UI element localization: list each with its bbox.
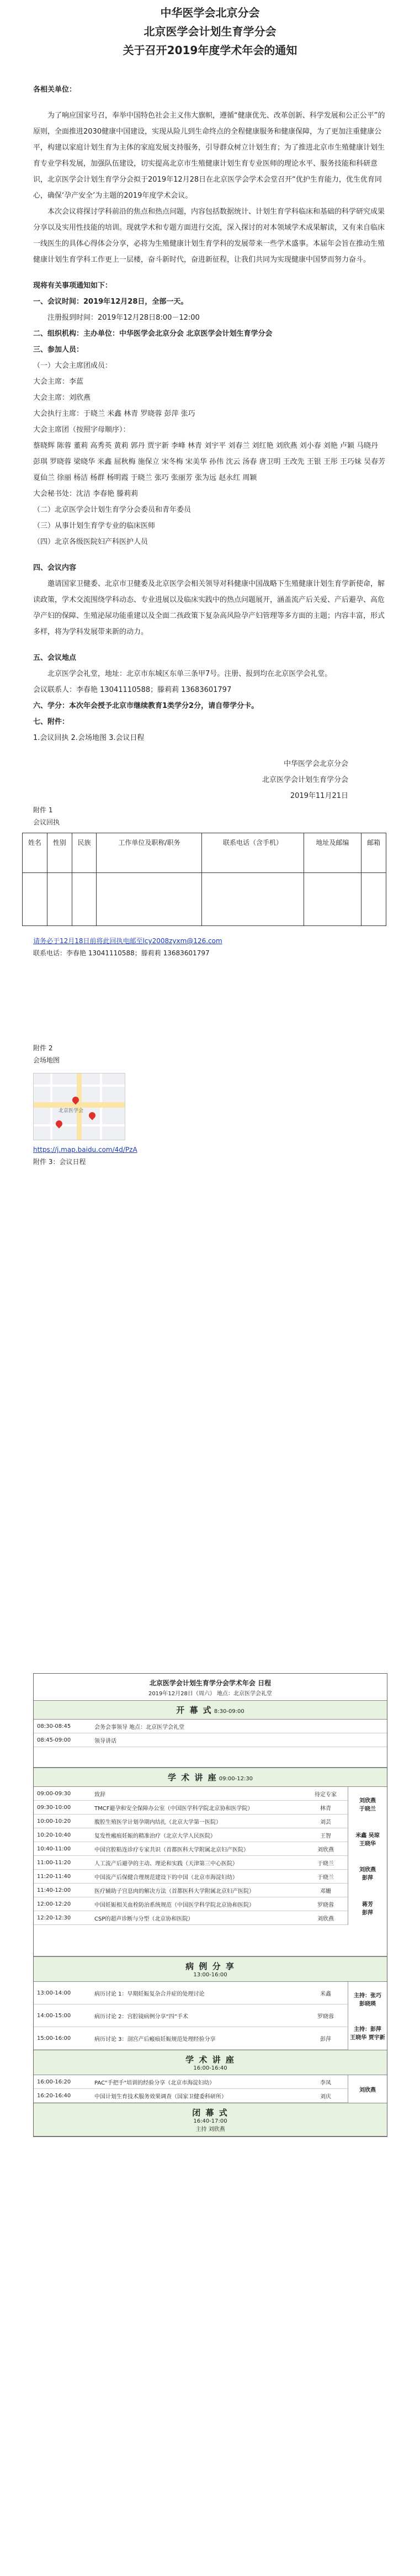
row-time: 11:00-11:20 xyxy=(37,1859,71,1866)
band-lecture-1-time: 09:00-12:30 xyxy=(219,1776,253,1782)
band-cases xyxy=(34,1956,387,1982)
band-closing xyxy=(34,2103,387,2136)
cell-blank xyxy=(361,873,386,926)
schedule-row xyxy=(34,1828,348,1842)
venue-text: 北京医学会礼堂，地址：北京市东城区东单三条甲7号。注册、报到均在北京医学会礼堂。 xyxy=(47,670,332,678)
schedule-row xyxy=(34,2089,348,2103)
row-speaker: 于晓兰 xyxy=(317,1860,334,1867)
moderator-column xyxy=(348,2075,387,2103)
attachment-2 xyxy=(0,1042,420,1066)
sign-org1: 中华医学会北京分会 xyxy=(283,760,348,768)
cell-blank xyxy=(72,873,97,926)
schedule-row xyxy=(34,2004,348,2027)
row-topic: 中国妊娠相关血栓防治系统规范（中国医学科学院北京协和医院） xyxy=(94,1902,254,1908)
band-cases-title: 病 例 分 享 xyxy=(185,1961,235,1971)
row-topic: 中国宫腔粘连诊疗专家共识（首都医科大学附属北京妇产医院） xyxy=(94,1847,249,1853)
moderator-column xyxy=(348,1787,387,1925)
row-topic: 领导讲话 xyxy=(94,1738,116,1744)
row-topic: 会务会事领导 地点：北京医学会礼堂 xyxy=(94,1724,185,1731)
row-time: 08:30-08:45 xyxy=(37,1723,71,1729)
row-time: 10:00-10:20 xyxy=(37,1818,71,1824)
moderator: 蒋芳 彭萍 xyxy=(362,1901,373,1916)
row-speaker: 刘庆 xyxy=(320,2093,331,2100)
attachment-2-label: 附件 2 xyxy=(33,1044,53,1052)
map-label: 北京医学会 xyxy=(59,1108,84,1114)
venue-map[interactable] xyxy=(33,1073,125,1140)
section-organizer: 二、组织机构：主办单位：中华医学会北京分会 北京医学会计划生育学分会 xyxy=(33,330,273,338)
row-time: 16:20-16:40 xyxy=(37,2092,71,2099)
row-topic: 中国流产后保健合理规范建设下的中国（北京市海淀妇幼） xyxy=(94,1874,238,1881)
row-topic: 中国计划生育技术服务效果调查（国家卫健委科研所） xyxy=(94,2093,227,2100)
section-content: 四、会议内容 xyxy=(33,564,77,572)
venue-contacts: 会议联系人：李春艳 13041110588；滕莉莉 13683601797 xyxy=(33,686,232,694)
schedule-row xyxy=(34,1870,348,1884)
attachments-list: 1.会议回执 2.会场地图 3.会议日程 xyxy=(33,734,145,742)
row-time: 12:20-12:30 xyxy=(37,1914,71,1921)
row-time: 10:40-11:00 xyxy=(37,1845,71,1852)
schedule-title: 北京医学会计划生育学分会学术年会 日程 xyxy=(149,1679,272,1687)
row-time: 15:00-16:00 xyxy=(37,2035,71,2041)
band-opening-time: 8:30-09:00 xyxy=(214,1708,244,1715)
row-topic: TMCF避孕和安全保障办公室（中国医学科学院北京协和医学院） xyxy=(94,1805,253,1812)
receipt-contacts: 联系电话：李春艳 13041110588；滕莉莉 13683601797 xyxy=(33,949,210,957)
row-speaker: 刘欣燕 xyxy=(317,1916,334,1922)
sign-org2: 北京医学会计划生育学分会 xyxy=(262,776,348,784)
registration-time: 注册报到时间：2019年12月28日8:00－12:00 xyxy=(47,314,200,322)
cell-blank xyxy=(202,873,304,926)
row-speaker: 刘芸 xyxy=(320,1819,331,1826)
section-attachments: 七、附件： xyxy=(33,718,70,726)
receipt-table xyxy=(22,833,386,926)
presidium-members: 蔡晓辉 陈蓉 董莉 高秀英 黄莉 郭丹 贾宇新 李峰 林青 刘宇平 刘春兰 刘红艳 刘欣燕 刘小春 刘艳 卢颖 马晓丹 彭琪 罗晓蓉 梁晓华 米鑫 屈秋梅 施保立 宋冬梅 宋美华 孙伟 沈云 汤春 唐卫明 王改先 王银 王彤 王巧妹 吴春芳 夏仙兰 徐丽 杨洁 杨群 杨明霞 于晓兰 张巧 张丽芳 张为远 赵永红 周颖 xyxy=(33,442,386,482)
intro-paragraph-1: 为了响应国家号召，奉举中国特色社会主义伟大旗帜，遵循“健康优先、改革创新、科学发展和公正公平”的原则，全面推进2030健康中国建设，实现从险儿到生命终点的全程健康服务和健康保障，为了更加注重健康公平，构建以家庭计划生育为主体的家庭发展支持服务，引导群众树立计划生育；为了推进北京市生殖健康计划生育专业学科发展，加强队伍建设，切实提高北京市生殖健康计划生育专业医师的理论水平、服务技能和科研意识，北京医学会计划生育学分会拟于2019年12月28日在北京医学会学术会堂召开“优护生育能力，优生优育同心，确保‘孕产安全’为主题的2019年度学术会议。 xyxy=(33,112,385,200)
attachment-1 xyxy=(0,804,420,828)
presidium-heading: （一）大会主席团成员： xyxy=(33,362,113,370)
schedule-row xyxy=(34,1815,348,1828)
band-opening xyxy=(34,1700,387,1720)
row-time: 14:00-15:00 xyxy=(37,2012,71,2019)
row-topic: 病历讨论 1：早期妊娠复杂合并症的处理讨论 xyxy=(94,1991,205,1997)
row-speaker: 李凤 xyxy=(320,2080,331,2086)
attachment-1-title: 会议回执 xyxy=(33,818,60,826)
map-pin-icon xyxy=(55,1119,64,1129)
receipt-email-note[interactable]: 请务必于12月18日前将此回执电邮至lcy2008zyxm@126.com xyxy=(33,937,222,945)
moderator: 主持：彭萍 王晓华 贾宇新 xyxy=(350,2027,385,2041)
band-lecture-2-title: 学 术 讲 座 xyxy=(185,2055,235,2065)
col-phone: 联系电话（含手机） xyxy=(202,833,304,873)
band-lecture-1-title: 学 术 讲 座 xyxy=(167,1773,217,1782)
band-closing-time: 16:40-17:00 xyxy=(193,2118,227,2124)
row-speaker: 王智 xyxy=(320,1833,331,1839)
row-time: 12:00-12:20 xyxy=(37,1901,71,1907)
participants-3: （三）从事计划生育学专业的临床医师 xyxy=(33,522,156,530)
moderator: 刘欣燕 彭萍 xyxy=(359,1867,376,1882)
section-venue: 五、会议地点 xyxy=(33,654,77,662)
band-lecture-2 xyxy=(34,2050,387,2075)
cell-blank xyxy=(23,873,47,926)
schedule-row xyxy=(34,1720,387,1733)
map-url-link[interactable]: https://j.map.baidu.com/4d/PzA xyxy=(33,1146,137,1154)
schedule-subtitle: 2019年12月28日（周六） 地点：北京医学会礼堂 xyxy=(148,1691,273,1697)
notice-body xyxy=(0,82,420,804)
row-speaker: 于晓兰 xyxy=(317,1874,334,1881)
moderator: 刘欣燕 于晓兰 xyxy=(359,1798,376,1813)
notice-heading: 现将有关事项通知如下： xyxy=(33,282,113,290)
cell-blank xyxy=(304,873,361,926)
col-name: 姓名 xyxy=(23,833,47,873)
attachment-3-label: 附件 3：会议日程 xyxy=(33,1158,86,1166)
receipt-note-block xyxy=(0,935,420,959)
row-topic: 病历讨论 2：宫腔镜病例分享“四”手术 xyxy=(94,2013,188,2020)
schedule-row xyxy=(34,1733,387,1747)
attachment-1-label: 附件 1 xyxy=(33,806,53,814)
row-speaker: 彭萍 xyxy=(320,2036,331,2043)
moderator-column xyxy=(348,1982,387,2050)
schedule-row xyxy=(34,1982,348,2004)
schedule-row xyxy=(34,2075,348,2089)
schedule-row xyxy=(34,1787,348,1801)
section-participants: 三、参加人员： xyxy=(33,346,84,354)
band-closing-host: 主持 刘欣燕 xyxy=(195,2127,225,2133)
row-speaker: 待定专家 xyxy=(315,1791,337,1798)
schedule-row xyxy=(34,1856,348,1870)
schedule-row xyxy=(34,1911,348,1925)
row-time: 08:45-09:00 xyxy=(37,1737,71,1743)
row-topic: 复发性瘢痕妊娠的精准治疗（北京大学人民医院） xyxy=(94,1833,216,1839)
row-time: 13:00-14:00 xyxy=(37,1990,71,1996)
col-ethnicity: 民族 xyxy=(72,833,97,873)
map-link-block xyxy=(0,1144,420,1168)
schedule-row xyxy=(34,1801,348,1815)
presidium-chair-2: 大会主席：刘欣燕 xyxy=(33,394,91,402)
presidium-exec: 大会执行主席：于晓兰 米鑫 林青 罗晓蓉 彭萍 张巧 xyxy=(33,410,195,418)
row-topic: 腹腔生殖医学计划孕期内结扎（北京大学第一医院） xyxy=(94,1819,221,1826)
row-topic: 致辞 xyxy=(94,1791,105,1798)
sign-date: 2019年11月21日 xyxy=(290,792,348,800)
col-gender: 性别 xyxy=(47,833,72,873)
cell-blank xyxy=(47,873,72,926)
band-opening-title: 开 幕 式 xyxy=(176,1705,212,1715)
intro-paragraph-2: 本次会议将探讨学科前沿的焦点和热点问题，内容包括数据统计、计划生育学科临床和基础的科学研究成果分享以及实用性技能的培训。现就学术和专题方面进行交流，深入探讨的对本领域学术成果解读，又有来自临床一线医生的具体心得体会分享，必将为生殖健康计划生育学科的发展带来一些学术盛事。本届年会旨在推动生殖健康计划生育学科工作更上一层楼，奋斗新时代，奋进新征程，让我们共同为实现健康中国梦而努力奋斗。 xyxy=(33,208,385,264)
row-topic: 病历讨论 3：剖宫产后瘢痕妊娠规范处理经验分享 xyxy=(94,2036,216,2043)
header-org2: 北京医学会计划生育学分会 xyxy=(143,25,277,38)
row-topic: 人工流产后避孕的主动、理论和实践（天津第三中心医院） xyxy=(94,1860,238,1867)
secretariat: 大会秘书处：沈洁 李春艳 滕莉莉 xyxy=(33,490,139,498)
row-time: 16:00-16:20 xyxy=(37,2078,71,2085)
band-lecture-1 xyxy=(34,1768,387,1787)
notice-header xyxy=(0,0,420,60)
row-topic: CSP的超声诊断与分型（北京协和医院） xyxy=(94,1916,194,1922)
schedule-row xyxy=(34,1842,348,1856)
presidium-chair: 大会主席：李蓝 xyxy=(33,378,84,386)
map-pin-icon xyxy=(88,1111,97,1120)
cell-blank xyxy=(97,873,202,926)
band-closing-title: 闭 幕 式 xyxy=(192,2108,228,2118)
col-workplace: 工作单位及职称/职务 xyxy=(97,833,202,873)
row-time: 10:20-10:40 xyxy=(37,1832,71,1838)
row-speaker: 罗晓蓉 xyxy=(317,1902,334,1908)
content-text: 邀请国家卫健委、北京市卫健委及北京医学会相关领导对科健康中国战略下生殖健康计划生育学新使命，解读政策，学术交流围绕学科动态、专业进展以及临床实践中的热点问题展开，涵盖流产后关爱、产后避孕、高危孕产妇的保障、生殖泌尿功能重建以及全面二孩政策下复杂高风险孕产妇管理等多方面的主题；内容丰富，形式多样，将为学科发展带来新的动力。 xyxy=(33,580,385,636)
schedule-row xyxy=(34,2027,348,2050)
moderator: 主持：张巧 彭晓瑛 xyxy=(354,1992,381,2007)
band-lecture-2-time: 16:00-16:40 xyxy=(193,2065,227,2071)
row-time: 11:20-11:40 xyxy=(37,1873,71,1880)
row-time: 09:00-09:30 xyxy=(37,1790,71,1797)
row-speaker: 罗晓蓉 xyxy=(317,2013,334,2020)
row-speaker: 米鑫 xyxy=(320,1991,331,1997)
row-speaker: 邓姗 xyxy=(320,1888,331,1895)
section-time: 一、会议时间：2019年12月28日，全部一天。 xyxy=(33,298,188,306)
section-credits: 六、学分：本次年会授予北京市继续教育1类学分2分，请自带学分卡。 xyxy=(33,702,259,710)
moderator: 米鑫 吴琼 王晓华 xyxy=(355,1832,380,1847)
row-time: 11:40-12:00 xyxy=(37,1887,71,1893)
header-title: 关于召开2019年度学术年会的通知 xyxy=(123,44,297,57)
header-org1: 中华医学会北京分会 xyxy=(160,6,260,19)
schedule-row xyxy=(34,1884,348,1897)
row-speaker: 林青 xyxy=(320,1805,331,1812)
participants-2: （二）北京医学会计划生育学分会委员和青年委员 xyxy=(33,506,192,514)
moderator: 刘欣燕 xyxy=(359,2087,376,2093)
band-cases-time: 13:00-16:00 xyxy=(193,1972,227,1978)
schedule-row xyxy=(34,1897,348,1911)
presidium-members-heading: 大会主席团（按照字母顺序）： xyxy=(33,426,130,434)
row-topic: PAC"手把手"培训的经验分享（北京市海淀妇幼） xyxy=(94,2080,215,2086)
col-email: 邮箱 xyxy=(361,833,386,873)
row-time: 09:30-10:00 xyxy=(37,1804,71,1811)
salutation: 各相关单位： xyxy=(33,86,77,94)
row-speaker: 刘欣燕 xyxy=(317,1847,334,1853)
col-address: 地址及邮编 xyxy=(304,833,361,873)
attachment-2-title: 会场地图 xyxy=(33,1056,60,1064)
participants-4: （四）北京各级医院妇产科医护人员 xyxy=(33,538,148,546)
schedule-table xyxy=(33,1673,387,2137)
row-topic: 医疗辅助子宫息肉的解决方法（首都医科大学附属北京妇产医院） xyxy=(94,1888,254,1895)
